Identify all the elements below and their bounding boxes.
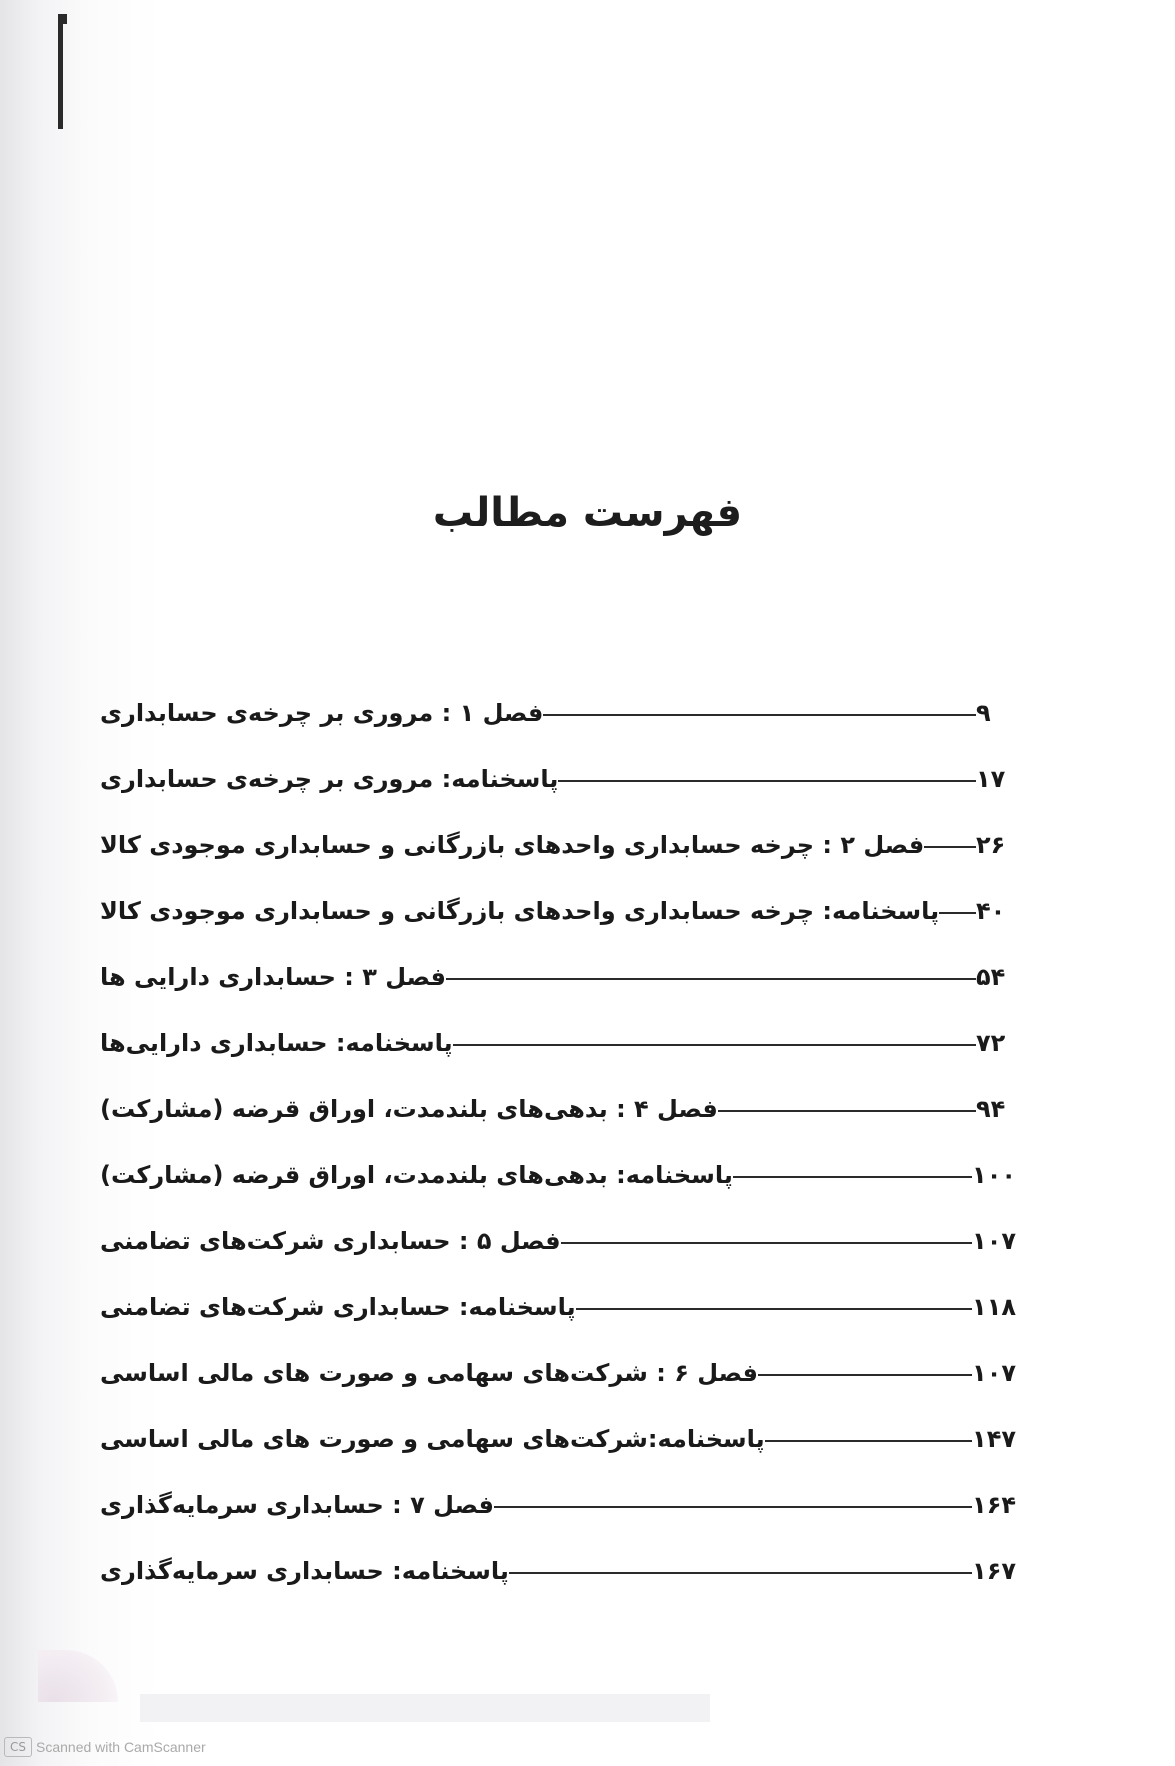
toc-entry [90,878,1020,944]
leader-line [543,714,976,716]
leader-line [758,1374,972,1376]
leader-line [733,1176,972,1178]
toc-entry-page: ۱۶۷ [972,1557,1016,1585]
leader-line [576,1308,972,1310]
toc-entry [90,1340,1020,1406]
toc-entry-label: پاسخنامه: حسابداری دارایی‌ها [100,1029,453,1057]
toc-entry-page: ۱۰۷ [972,1359,1016,1387]
toc-entry [90,812,1020,878]
leader-line [765,1440,972,1442]
toc-entry-page: ۹۴ [976,1095,1006,1123]
leader-line [453,1044,976,1046]
page-corner-stain [38,1650,118,1702]
leader-line [446,978,976,980]
toc-entry [90,1274,1020,1340]
scanner-watermark: Scanned with CamScanner [36,1739,206,1755]
toc-entry [90,746,1020,812]
toc-entry-page: ۱۰۰ [972,1161,1016,1189]
page-bottom-edge [140,1694,710,1722]
toc-entry-label: فصل ۱ : مروری بر چرخه‌ی حسابداری [100,699,544,727]
toc-entry [90,1208,1020,1274]
toc-entry-page: ۲۶ [976,831,1006,859]
toc-entry-page: ۱۶۴ [972,1491,1016,1519]
toc-entry [90,1406,1020,1472]
toc-entry [90,1472,1020,1538]
toc-entry-label: پاسخنامه:شرکت‌های سهامی و صورت های مالی اساسی [100,1425,765,1453]
toc-entry-label: پاسخنامه: مروری بر چرخه‌ی حسابداری [100,765,559,793]
toc-entry [90,944,1020,1010]
leader-line [558,780,976,782]
toc-entry-label: فصل ۲ : چرخه حسابداری واحدهای بازرگانی و حسابداری موجودی کالا [100,831,925,859]
toc-entry-page: ۴۰ [976,897,1006,925]
leader-line [509,1572,972,1574]
toc-entry-page: ۷۲ [976,1029,1006,1057]
leader-line [924,846,976,848]
leader-line [561,1242,972,1244]
toc-entry [90,1076,1020,1142]
toc-entry-label: فصل ۳ : حسابداری دارایی ها [100,963,446,991]
camscanner-logo-icon: CS [4,1737,32,1757]
toc-entry-label: فصل ۵ : حسابداری شرکت‌های تضامنی [100,1227,561,1255]
book-spine-tick [58,14,67,24]
toc-entry-label: فصل ۶ : شرکت‌های سهامی و صورت های مالی اساسی [100,1359,759,1387]
toc-entry [90,680,1020,746]
toc-entry-label: پاسخنامه: بدهی‌های بلندمدت، اوراق قرضه (مشارکت) [100,1161,733,1189]
toc-entry-page: ۹ [976,699,991,727]
toc-entry-page: ۱۰۷ [972,1227,1016,1255]
toc-entry [90,1538,1020,1604]
toc-entry-page: ۱۴۷ [972,1425,1016,1453]
toc-entry-page: ۵۴ [976,963,1006,991]
book-spine-edge [58,14,63,129]
toc-title: فهرست مطالب [432,490,743,536]
leader-line [494,1506,972,1508]
toc-entry-label: پاسخنامه: چرخه حسابداری واحدهای بازرگانی و حسابداری موجودی کالا [100,897,940,925]
toc-entry [90,1010,1020,1076]
toc-entry-page: ۱۱۸ [972,1293,1016,1321]
leader-line [939,912,976,914]
toc-entry-label: پاسخنامه: حسابداری سرمایه‌گذاری [100,1557,509,1585]
toc-entry [90,1142,1020,1208]
leader-line [718,1110,976,1112]
toc-entry-label: پاسخنامه: حسابداری شرکت‌های تضامنی [100,1293,576,1321]
toc-entry-label: فصل ۷ : حسابداری سرمایه‌گذاری [100,1491,494,1519]
table-of-contents [90,680,1020,1604]
toc-entry-label: فصل ۴ : بدهی‌های بلندمدت، اوراق قرضه (مشارکت) [100,1095,718,1123]
toc-entry-page: ۱۷ [976,765,1006,793]
